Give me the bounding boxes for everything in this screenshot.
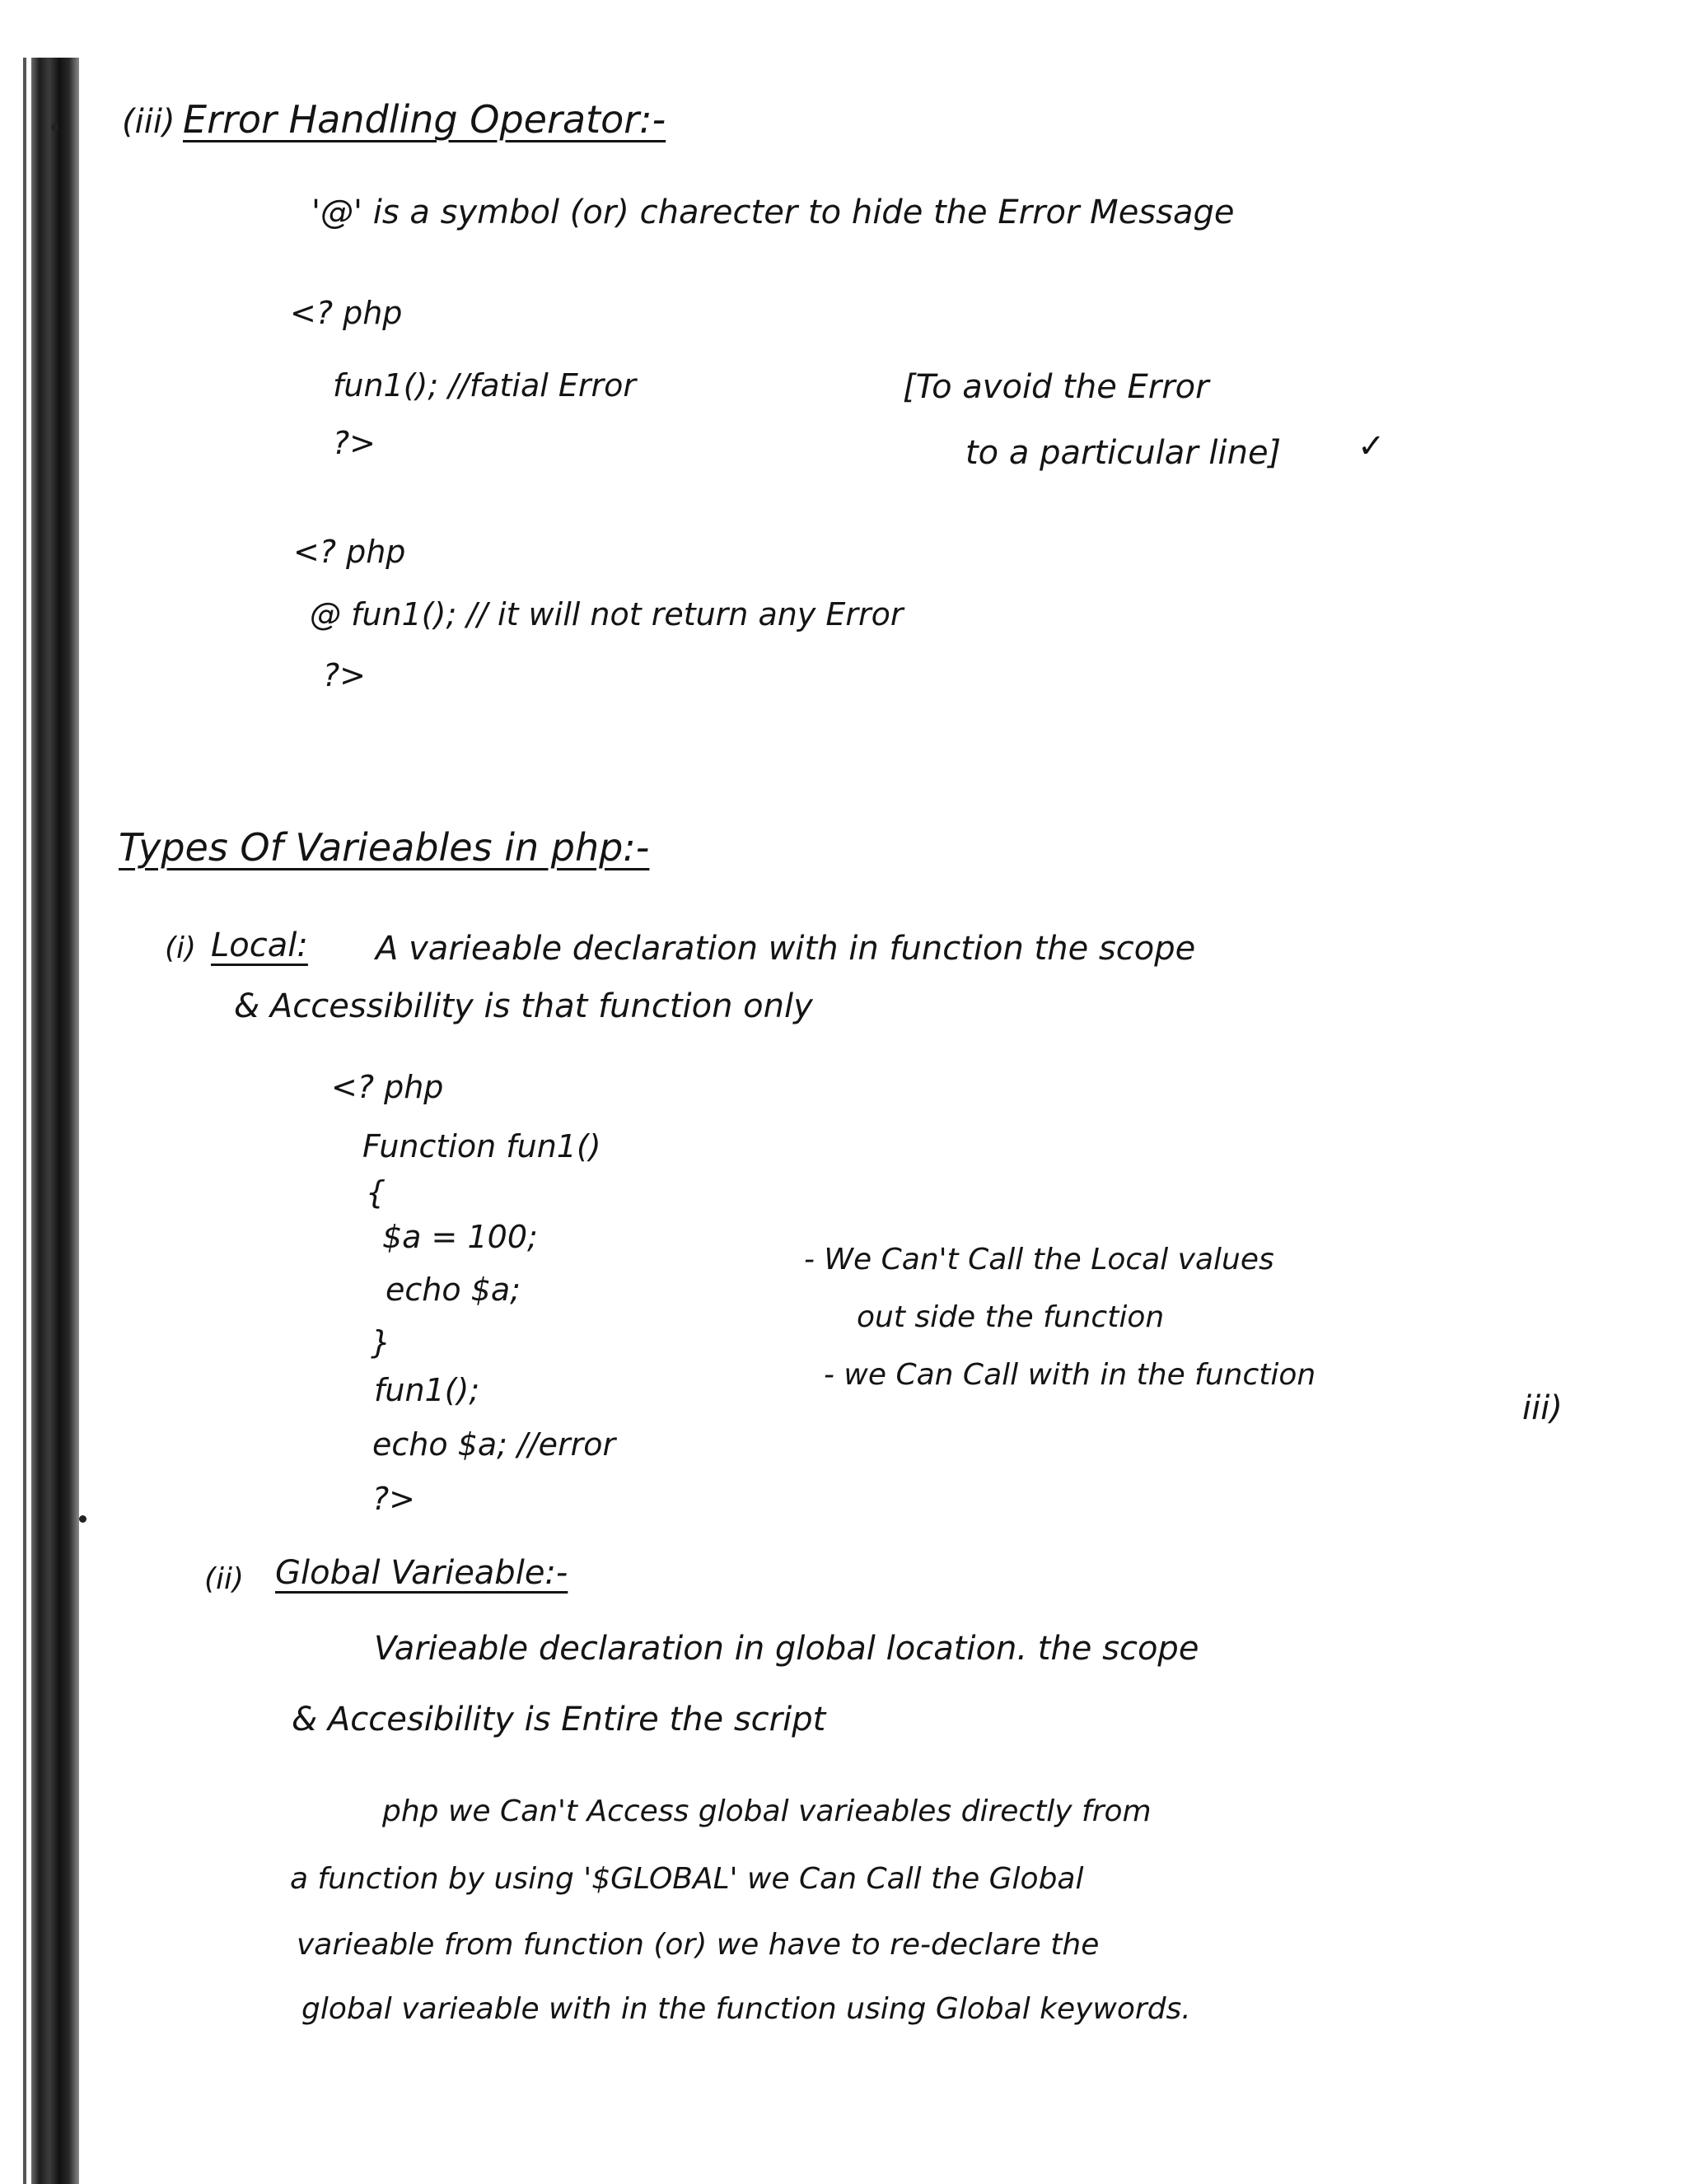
code-line: fun1(); xyxy=(374,1372,480,1408)
global-paragraph-line: a function by using '$GLOBAL' we Can Call the Global xyxy=(290,1862,1084,1896)
global-paragraph-line: php we Can't Access global varieables directly from xyxy=(382,1794,1152,1828)
page-binding-strip xyxy=(31,58,79,2184)
code-line: ?> xyxy=(333,425,376,461)
code-line: echo $a; //error xyxy=(372,1426,616,1463)
types-heading: Types Of Varieables in php:- xyxy=(119,825,650,870)
page-edge-shadow xyxy=(23,58,26,2184)
local-note: out side the function xyxy=(857,1300,1165,1334)
margin-mark: iii) xyxy=(1522,1389,1563,1427)
code-line: } xyxy=(371,1324,391,1360)
error-heading: Error Handling Operator:- xyxy=(183,97,666,142)
local-number: (i) xyxy=(165,931,197,965)
global-paragraph-line: varieable from function (or) we have to re-declare the xyxy=(297,1928,1100,1962)
local-definition: A varieable declaration with in function the scope xyxy=(376,930,1196,968)
note-line: [To avoid the Error xyxy=(903,368,1209,406)
global-paragraph-line: global varieable with in the function using Global keywords. xyxy=(301,1992,1191,2026)
note-line: to a particular line] xyxy=(965,434,1282,472)
code-line: ?> xyxy=(323,657,367,693)
code-line: fun1(); //fatial Error xyxy=(333,367,637,404)
code-line: <? php xyxy=(331,1069,444,1105)
local-note: - we Can Call with in the function xyxy=(824,1358,1316,1392)
code-line: <? php xyxy=(293,534,406,570)
code-line: <? php xyxy=(290,295,403,331)
code-line: ?> xyxy=(372,1481,416,1517)
code-line: { xyxy=(366,1174,386,1211)
global-definition: & Accesibility is Entire the script xyxy=(292,1701,826,1738)
bullet-dot xyxy=(79,1515,86,1523)
local-note: - We Can't Call the Local values xyxy=(804,1243,1274,1276)
local-label: Local: xyxy=(211,926,308,964)
error-heading-number: (iii) xyxy=(122,103,175,141)
error-description: '@' is a symbol (or) charecter to hide the Error Message xyxy=(311,194,1235,231)
code-line: echo $a; xyxy=(386,1272,521,1308)
check-mark-icon: ✓ xyxy=(1358,427,1386,465)
local-definition: & Accessibility is that function only xyxy=(234,987,813,1025)
code-line: $a = 100; xyxy=(382,1219,538,1255)
code-line: Function fun1() xyxy=(362,1128,601,1164)
global-definition: Varieable declaration in global location. the scope xyxy=(374,1630,1199,1668)
bullet-dot xyxy=(51,124,58,131)
global-number: (ii) xyxy=(204,1562,245,1596)
code-line: @ fun1(); // it will not return any Error xyxy=(310,596,904,632)
global-label: Global Varieable:- xyxy=(275,1554,568,1592)
